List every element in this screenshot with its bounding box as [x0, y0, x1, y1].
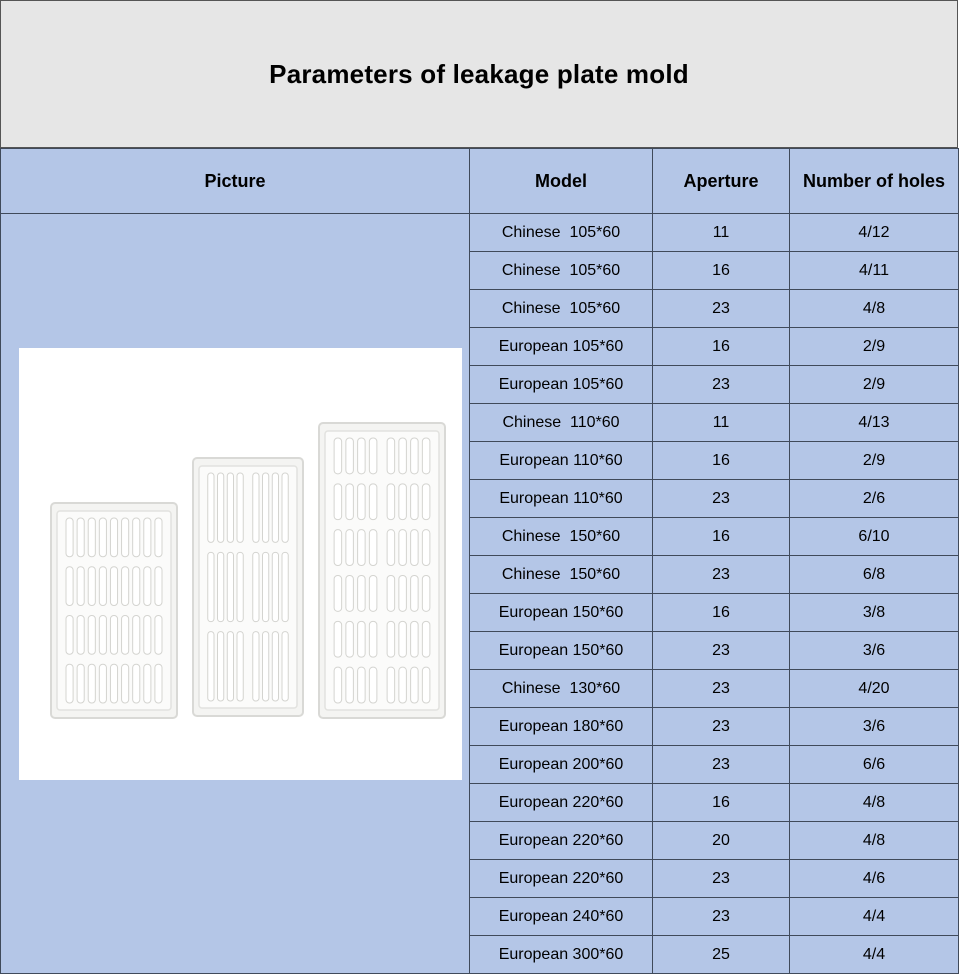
- mold-slot: [237, 632, 243, 701]
- mold-slot: [208, 552, 214, 621]
- mold-slot: [346, 438, 354, 474]
- mold-slot: [77, 567, 84, 606]
- model-cell: Chinese 110*60: [470, 404, 653, 442]
- aperture-cell: 16: [653, 594, 790, 632]
- mold-slot: [411, 621, 419, 657]
- mold-slot: [218, 552, 224, 621]
- mold-slot: [387, 484, 395, 520]
- mold-slot: [346, 576, 354, 612]
- number-of-holes-cell: 4/4: [790, 898, 959, 936]
- aperture-cell: 23: [653, 670, 790, 708]
- mold-slot: [227, 552, 233, 621]
- number-of-holes-cell: 4/8: [790, 784, 959, 822]
- mold-slot: [387, 530, 395, 566]
- aperture-cell: 25: [653, 936, 790, 974]
- mold-slot: [110, 567, 117, 606]
- aperture-cell: 23: [653, 290, 790, 328]
- mold-slot: [358, 621, 366, 657]
- mold-slot: [411, 438, 419, 474]
- number-of-holes-cell: 4/8: [790, 822, 959, 860]
- mold-slot: [66, 518, 73, 557]
- aperture-cell: 23: [653, 556, 790, 594]
- mold-slot: [122, 567, 129, 606]
- mold-slot: [422, 530, 430, 566]
- mold-slot: [122, 616, 129, 655]
- mold-slot: [110, 518, 117, 557]
- mold-slot: [133, 518, 140, 557]
- number-of-holes-cell: 3/6: [790, 632, 959, 670]
- mold-slot: [399, 530, 407, 566]
- mold-slot: [272, 473, 278, 542]
- mold-slot: [399, 621, 407, 657]
- mold-slot: [218, 632, 224, 701]
- aperture-cell: 23: [653, 708, 790, 746]
- mold-slot: [99, 518, 106, 557]
- mold-slot: [263, 552, 269, 621]
- model-cell: European 240*60: [470, 898, 653, 936]
- number-of-holes-cell: 4/4: [790, 936, 959, 974]
- mold-slot: [282, 552, 288, 621]
- mold-slot: [334, 530, 342, 566]
- mold-slot: [133, 567, 140, 606]
- aperture-cell: 23: [653, 746, 790, 784]
- mold-slot: [144, 518, 151, 557]
- mold-slot: [369, 438, 377, 474]
- mold-slot: [369, 667, 377, 703]
- model-cell: European 110*60: [470, 480, 653, 518]
- mold-slot: [422, 484, 430, 520]
- model-cell: European 220*60: [470, 822, 653, 860]
- model-cell: European 105*60: [470, 328, 653, 366]
- mold-slot: [334, 484, 342, 520]
- mold-slot: [399, 576, 407, 612]
- picture-cell: [1, 214, 470, 974]
- number-of-holes-cell: 4/8: [790, 290, 959, 328]
- mold-slot: [155, 616, 162, 655]
- number-of-holes-cell: 3/6: [790, 708, 959, 746]
- mold-slot: [422, 621, 430, 657]
- mold-slot: [369, 530, 377, 566]
- header-number-of-holes: Number of holes: [790, 149, 959, 214]
- mold-slot: [411, 667, 419, 703]
- mold-slot: [133, 616, 140, 655]
- model-cell: European 150*60: [470, 594, 653, 632]
- mold-slot: [218, 473, 224, 542]
- mold-slot: [208, 473, 214, 542]
- number-of-holes-cell: 4/11: [790, 252, 959, 290]
- aperture-cell: 23: [653, 632, 790, 670]
- mold-slot: [358, 667, 366, 703]
- mold-slot: [334, 438, 342, 474]
- mold-slot: [422, 438, 430, 474]
- mold-slot: [411, 484, 419, 520]
- mold-slot: [411, 530, 419, 566]
- number-of-holes-cell: 4/12: [790, 214, 959, 252]
- mold-slot: [411, 576, 419, 612]
- mold-slot: [272, 632, 278, 701]
- mold-slot: [77, 616, 84, 655]
- mold-slot: [282, 632, 288, 701]
- mold-slot: [253, 632, 259, 701]
- model-cell: European 105*60: [470, 366, 653, 404]
- model-cell: European 180*60: [470, 708, 653, 746]
- model-cell: European 150*60: [470, 632, 653, 670]
- mold-slot: [88, 518, 95, 557]
- mold-slot: [66, 664, 73, 703]
- mold-slot: [227, 473, 233, 542]
- model-cell: European 220*60: [470, 860, 653, 898]
- model-cell: European 220*60: [470, 784, 653, 822]
- mold-slot: [346, 484, 354, 520]
- mold-slot: [77, 518, 84, 557]
- mold-slot: [334, 667, 342, 703]
- mold-slot: [227, 632, 233, 701]
- mold-slot: [263, 632, 269, 701]
- mold-slot: [399, 484, 407, 520]
- header-aperture: Aperture: [653, 149, 790, 214]
- mold-slot: [358, 530, 366, 566]
- mold-slot: [387, 576, 395, 612]
- mold-slot: [422, 667, 430, 703]
- mold-slot: [422, 576, 430, 612]
- aperture-cell: 16: [653, 442, 790, 480]
- title-band: [0, 0, 958, 148]
- mold-slot: [346, 667, 354, 703]
- mold-slot: [88, 567, 95, 606]
- mold-slot: [387, 667, 395, 703]
- mold-slot: [369, 484, 377, 520]
- mold-slot: [253, 473, 259, 542]
- mold-slot: [88, 616, 95, 655]
- mold-slot: [334, 621, 342, 657]
- mold-slot: [110, 664, 117, 703]
- model-cell: Chinese 150*60: [470, 556, 653, 594]
- mold-slot: [272, 552, 278, 621]
- mold-slot: [155, 664, 162, 703]
- aperture-cell: 11: [653, 404, 790, 442]
- mold-slot: [237, 473, 243, 542]
- mold-slot: [133, 664, 140, 703]
- number-of-holes-cell: 4/13: [790, 404, 959, 442]
- header-row: [1, 149, 959, 214]
- number-of-holes-cell: 2/6: [790, 480, 959, 518]
- mold-slot: [144, 664, 151, 703]
- mold-slot: [99, 616, 106, 655]
- table-body: [1, 214, 959, 974]
- aperture-cell: 23: [653, 860, 790, 898]
- leakage-plate-molds-image: [19, 348, 462, 780]
- mold-slot: [122, 664, 129, 703]
- aperture-cell: 16: [653, 328, 790, 366]
- model-cell: Chinese 105*60: [470, 214, 653, 252]
- mold-slot: [144, 616, 151, 655]
- mold-photo: [19, 348, 462, 780]
- model-cell: European 110*60: [470, 442, 653, 480]
- mold-slot: [110, 616, 117, 655]
- aperture-cell: 23: [653, 480, 790, 518]
- mold-slot: [369, 576, 377, 612]
- model-cell: Chinese 105*60: [470, 252, 653, 290]
- mold-slot: [66, 616, 73, 655]
- model-cell: Chinese 105*60: [470, 290, 653, 328]
- mold-slot: [253, 552, 259, 621]
- aperture-cell: 11: [653, 214, 790, 252]
- mold-slot: [208, 632, 214, 701]
- header-model: Model: [470, 149, 653, 214]
- mold-slot: [88, 664, 95, 703]
- aperture-cell: 16: [653, 784, 790, 822]
- number-of-holes-cell: 4/20: [790, 670, 959, 708]
- mold-slot: [358, 438, 366, 474]
- page-title: Parameters of leakage plate mold: [269, 58, 689, 89]
- number-of-holes-cell: 6/6: [790, 746, 959, 784]
- mold-slot: [399, 438, 407, 474]
- number-of-holes-cell: 2/9: [790, 328, 959, 366]
- mold-slot: [155, 567, 162, 606]
- parameters-table: [0, 148, 959, 974]
- mold-slot: [387, 438, 395, 474]
- mold-slot: [399, 667, 407, 703]
- model-cell: Chinese 150*60: [470, 518, 653, 556]
- table-row: [1, 214, 959, 252]
- mold-slot: [144, 567, 151, 606]
- mold-slot: [387, 621, 395, 657]
- mold-slot: [346, 530, 354, 566]
- aperture-cell: 16: [653, 518, 790, 556]
- model-cell: European 300*60: [470, 936, 653, 974]
- mold-slot: [77, 664, 84, 703]
- mold-slot: [358, 576, 366, 612]
- aperture-cell: 23: [653, 366, 790, 404]
- mold-slot: [346, 621, 354, 657]
- mold-slot: [122, 518, 129, 557]
- mold-slot: [334, 576, 342, 612]
- number-of-holes-cell: 6/8: [790, 556, 959, 594]
- number-of-holes-cell: 3/8: [790, 594, 959, 632]
- aperture-cell: 20: [653, 822, 790, 860]
- mold-slot: [66, 567, 73, 606]
- mold-slot: [358, 484, 366, 520]
- mold-slot: [99, 664, 106, 703]
- number-of-holes-cell: 6/10: [790, 518, 959, 556]
- mold-slot: [263, 473, 269, 542]
- number-of-holes-cell: 2/9: [790, 442, 959, 480]
- mold-slot: [282, 473, 288, 542]
- number-of-holes-cell: 4/6: [790, 860, 959, 898]
- header-picture: Picture: [1, 149, 470, 214]
- large-mold-tray-inner: [325, 431, 439, 710]
- mold-slot: [99, 567, 106, 606]
- mold-slot: [155, 518, 162, 557]
- aperture-cell: 16: [653, 252, 790, 290]
- mold-slot: [237, 552, 243, 621]
- aperture-cell: 23: [653, 898, 790, 936]
- number-of-holes-cell: 2/9: [790, 366, 959, 404]
- model-cell: Chinese 130*60: [470, 670, 653, 708]
- mold-slot: [369, 621, 377, 657]
- model-cell: European 200*60: [470, 746, 653, 784]
